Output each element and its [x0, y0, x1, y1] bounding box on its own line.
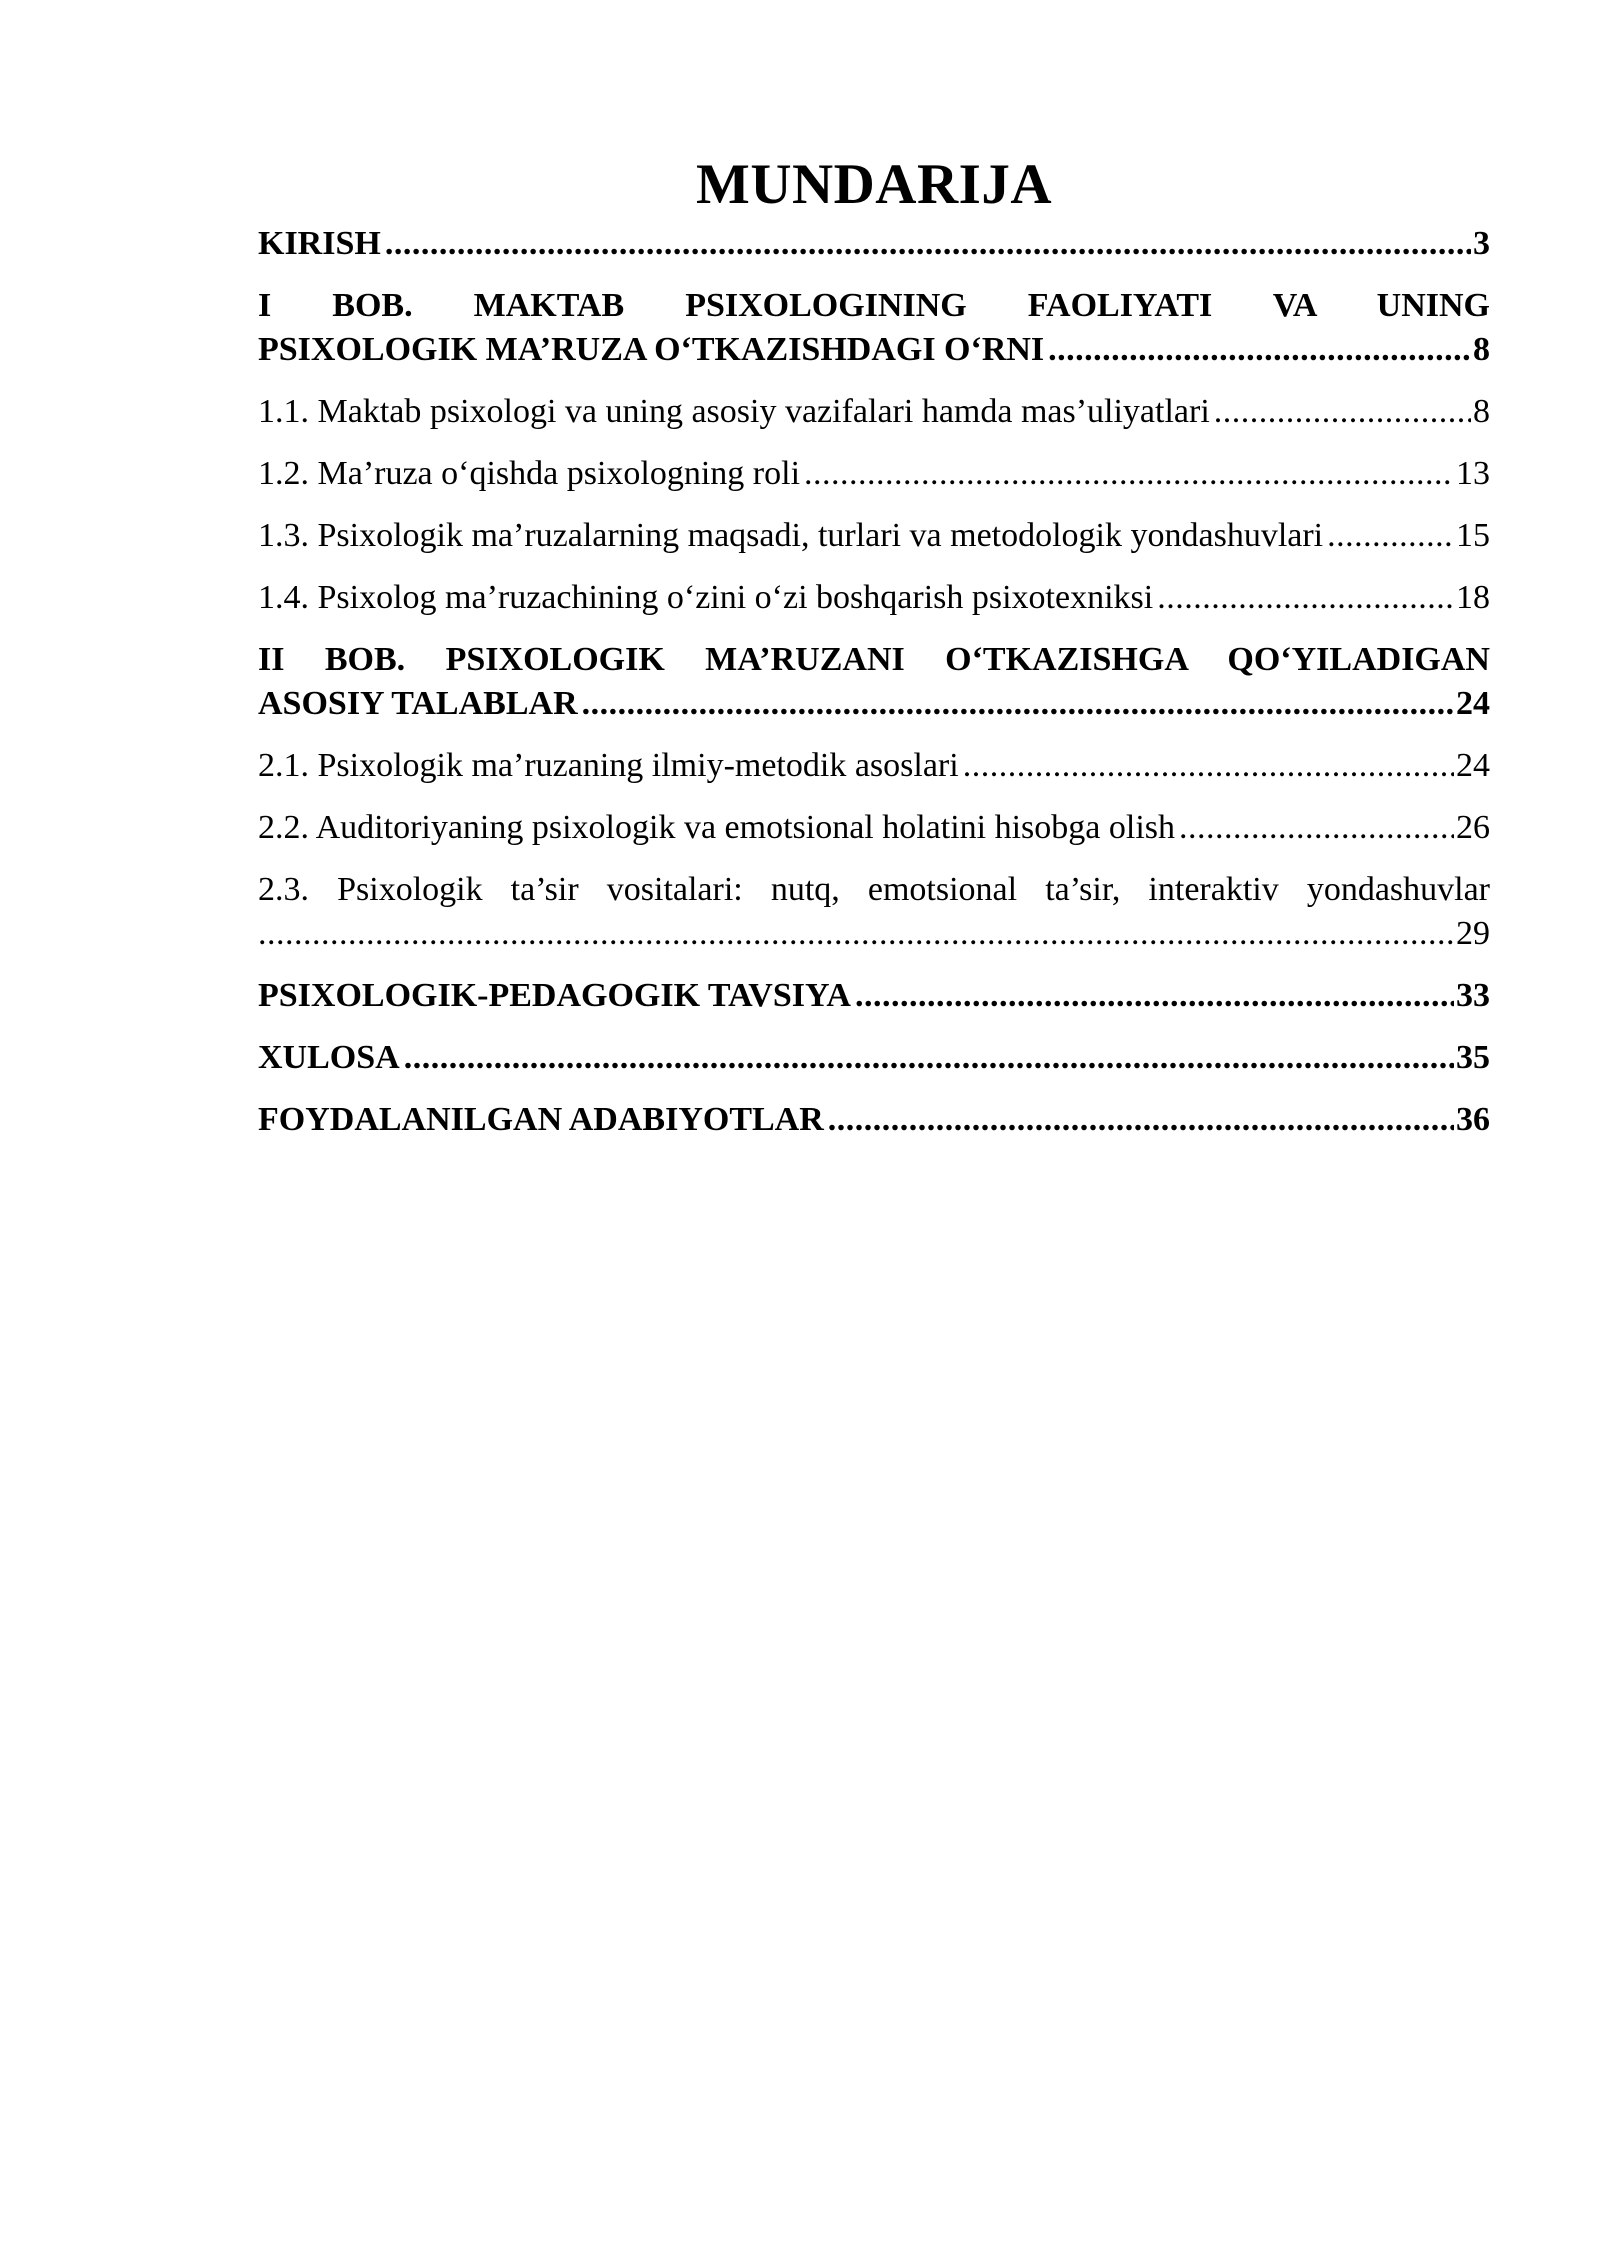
- toc-entry-chapter-1[interactable]: [258, 284, 1490, 372]
- toc-entry-label: FOYDALANILGAN ADABIYOTLAR: [258, 1101, 824, 1138]
- table-of-contents: [258, 150, 1490, 1160]
- dot-leader: [828, 1098, 1454, 1142]
- dot-leader: [1179, 806, 1454, 850]
- toc-entry-label: 2.3. Psixologik ta’sir vositalari: nutq, emotsional ta’sir, interaktiv yondashuvlar: [258, 871, 1490, 908]
- toc-page-number: 3: [1473, 225, 1490, 262]
- toc-entry-label: 2.2. Auditoriyaning psixologik va emotsional holatini hisobga olish: [258, 809, 1176, 846]
- toc-page-number: 29: [1456, 915, 1490, 952]
- dot-leader: [855, 974, 1454, 1018]
- toc-entry-tavsiya[interactable]: [258, 974, 1490, 1018]
- dot-leader: [963, 744, 1454, 788]
- toc-entry-kirish[interactable]: [258, 222, 1490, 266]
- toc-page-number: 8: [1473, 331, 1490, 368]
- toc-entry-label-line1: II BOB. PSIXOLOGIK MA’RUZANI O‘TKAZISHGA QO‘YILADIGAN: [258, 641, 1490, 678]
- toc-entry-section-2-3[interactable]: [258, 868, 1490, 956]
- toc-page-number: 36: [1456, 1101, 1490, 1138]
- dot-leader: [404, 1036, 1454, 1080]
- toc-entry-label: 2.1. Psixologik ma’ruzaning ilmiy-metodik asoslari: [258, 747, 959, 784]
- toc-entry-section-1-3[interactable]: [258, 514, 1490, 558]
- toc-page-number: 35: [1456, 1039, 1490, 1076]
- dot-leader: [258, 912, 1454, 956]
- dot-leader: [1327, 514, 1454, 558]
- dot-leader: [582, 682, 1454, 726]
- dot-leader: [1214, 390, 1471, 434]
- toc-entry-label: 1.1. Maktab psixologi va uning asosiy vazifalari hamda mas’uliyatlari: [258, 393, 1210, 430]
- dot-leader: [385, 222, 1471, 266]
- dot-leader: [1157, 576, 1454, 620]
- toc-entry-label-line2: PSIXOLOGIK MA’RUZA O‘TKAZISHDAGI O‘RNI: [258, 331, 1045, 368]
- toc-page-number: 18: [1456, 579, 1490, 616]
- toc-entry-xulosa[interactable]: [258, 1036, 1490, 1080]
- toc-entry-label: 1.3. Psixologik ma’ruzalarning maqsadi, turlari va metodologik yondashuvlari: [258, 517, 1324, 554]
- toc-page-number: 26: [1456, 809, 1490, 846]
- toc-entry-section-2-2[interactable]: [258, 806, 1490, 850]
- page-title: MUNDARIJA: [696, 153, 1052, 216]
- dot-leader: [1048, 328, 1471, 372]
- toc-page-number: 8: [1473, 393, 1490, 430]
- toc-entry-section-1-1[interactable]: [258, 390, 1490, 434]
- toc-entry-chapter-2[interactable]: [258, 638, 1490, 726]
- toc-entry-section-1-4[interactable]: [258, 576, 1490, 620]
- toc-entry-label-line2: ASOSIY TALABLAR: [258, 685, 578, 722]
- toc-page-number: 24: [1456, 685, 1490, 722]
- toc-entry-section-2-1[interactable]: [258, 744, 1490, 788]
- toc-entry-label: 1.4. Psixolog ma’ruzachining o‘zini o‘zi boshqarish psixotexniksi: [258, 579, 1154, 616]
- toc-entry-adabiyotlar[interactable]: [258, 1098, 1490, 1142]
- toc-entry-section-1-2[interactable]: [258, 452, 1490, 496]
- toc-entry-label-line1: I BOB. MAKTAB PSIXOLOGINING FAOLIYATI VA UNING: [258, 287, 1490, 324]
- dot-leader: [804, 452, 1454, 496]
- toc-page-number: 24: [1456, 747, 1490, 784]
- toc-list: [258, 222, 1490, 1142]
- toc-page-number: 13: [1456, 455, 1490, 492]
- toc-entry-label: PSIXOLOGIK-PEDAGOGIK TAVSIYA: [258, 977, 851, 1014]
- toc-entry-label: KIRISH: [258, 225, 381, 262]
- toc-entry-label: XULOSA: [258, 1039, 400, 1076]
- toc-page-number: 15: [1456, 517, 1490, 554]
- toc-page-number: 33: [1456, 977, 1490, 1014]
- toc-entry-label: 1.2. Ma’ruza o‘qishda psixologning roli: [258, 455, 801, 492]
